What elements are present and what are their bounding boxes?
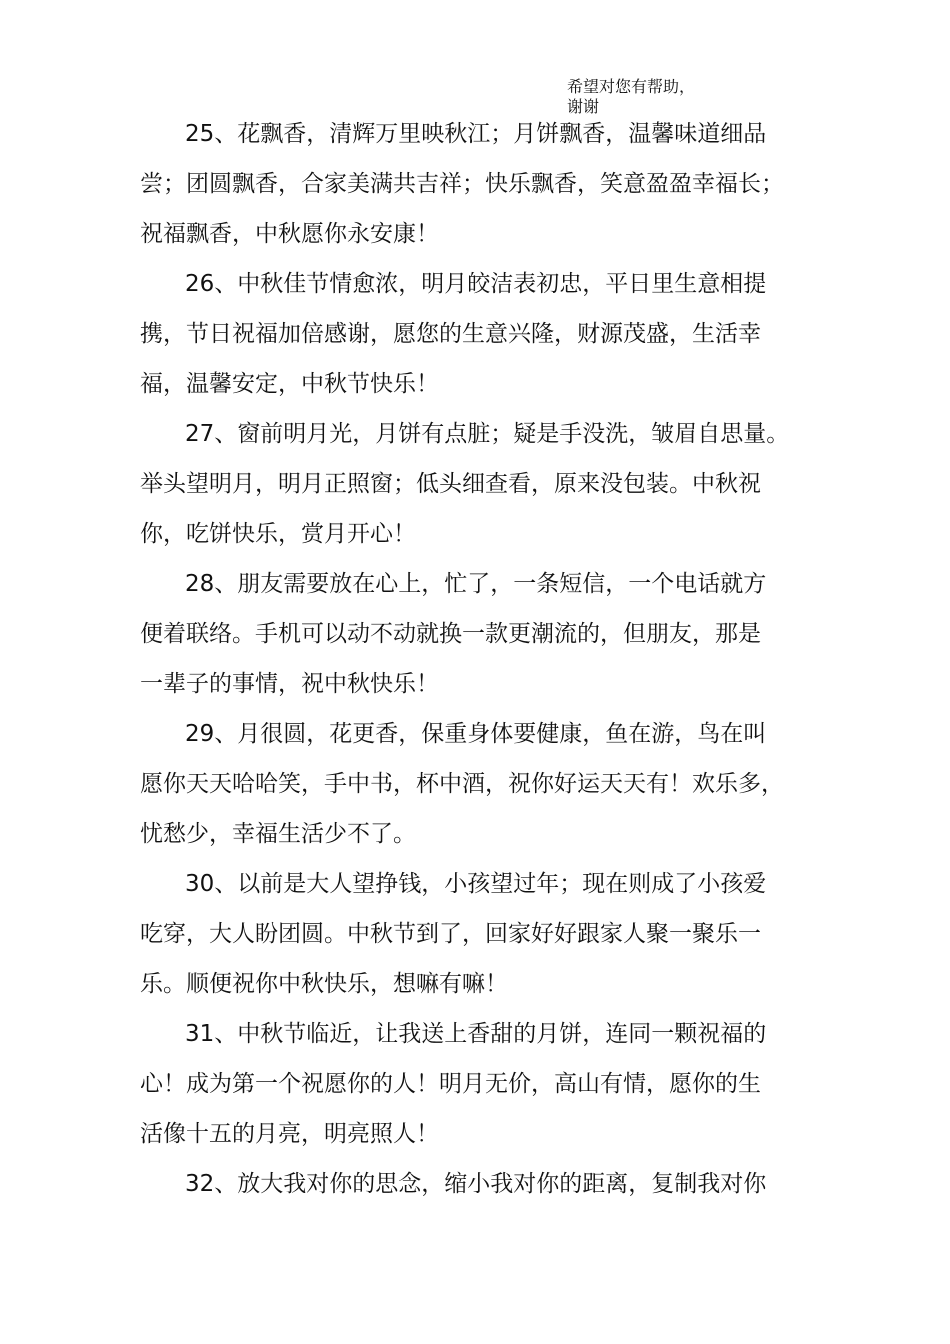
paragraph-31-line-3: 活像十五的月亮，明亮照人！ (140, 1121, 439, 1147)
paragraph-27-line-3: 你，吃饼快乐，赏月开心！ (140, 521, 416, 547)
paragraph-27-line-1: 27、窗前明月光，月饼有点脏；疑是手没洗，皱眉自思量。 (185, 421, 790, 447)
paragraph-30-line-3: 乐。顺便祝你中秋快乐，想嘛有嘛！ (140, 971, 508, 997)
paragraph-30-line-2: 吃穿，大人盼团圆。中秋节到了，回家好好跟家人聚一聚乐一 (140, 921, 761, 947)
paragraph-26-line-2: 携，节日祝福加倍感谢，愿您的生意兴隆，财源茂盛，生活幸 (140, 321, 761, 347)
paragraph-31-line-2: 心！成为第一个祝愿你的人！明月无价，高山有情，愿你的生 (140, 1071, 761, 1097)
header-note (567, 77, 767, 117)
paragraph-29-line-1: 29、月很圆，花更香，保重身体要健康，鱼在游，鸟在叫 (185, 721, 767, 747)
paragraph-29-line-3: 忧愁少，幸福生活少不了。 (140, 821, 416, 847)
header-note-line-2: 谢谢 (567, 97, 600, 116)
paragraph-31-line-1: 31、中秋节临近，让我送上香甜的月饼，连同一颗祝福的 (185, 1021, 767, 1047)
paragraph-26-line-1: 26、中秋佳节情愈浓，明月皎洁表初忠，平日里生意相提 (185, 271, 767, 297)
paragraph-29-line-2: 愿你天天哈哈笑，手中书，杯中酒，祝你好运天天有！欢乐多， (140, 771, 784, 797)
paragraph-32-line-1: 32、放大我对你的思念，缩小我对你的距离，复制我对你 (185, 1171, 767, 1197)
paragraph-25-line-1: 25、花飘香，清辉万里映秋江；月饼飘香，温馨味道细品 (185, 121, 767, 147)
paragraph-27-line-2: 举头望明月，明月正照窗；低头细查看，原来没包装。中秋祝 (140, 471, 761, 497)
paragraph-28-line-3: 一辈子的事情，祝中秋快乐！ (140, 671, 439, 697)
header-note-line-1: 希望对您有帮助， (567, 77, 696, 96)
paragraph-28-line-1: 28、朋友需要放在心上，忙了，一条短信，一个电话就方 (185, 571, 767, 597)
paragraph-25-line-2: 尝；团圆飘香，合家美满共吉祥；快乐飘香，笑意盈盈幸福长； (140, 171, 784, 197)
paragraph-26-line-3: 福，温馨安定，中秋节快乐！ (140, 371, 439, 397)
paragraph-30-line-1: 30、以前是大人望挣钱，小孩望过年；现在则成了小孩爱 (185, 871, 767, 897)
paragraph-28-line-2: 便着联络。手机可以动不动就换一款更潮流的，但朋友，那是 (140, 621, 761, 647)
paragraph-25-line-3: 祝福飘香，中秋愿你永安康！ (140, 221, 439, 247)
